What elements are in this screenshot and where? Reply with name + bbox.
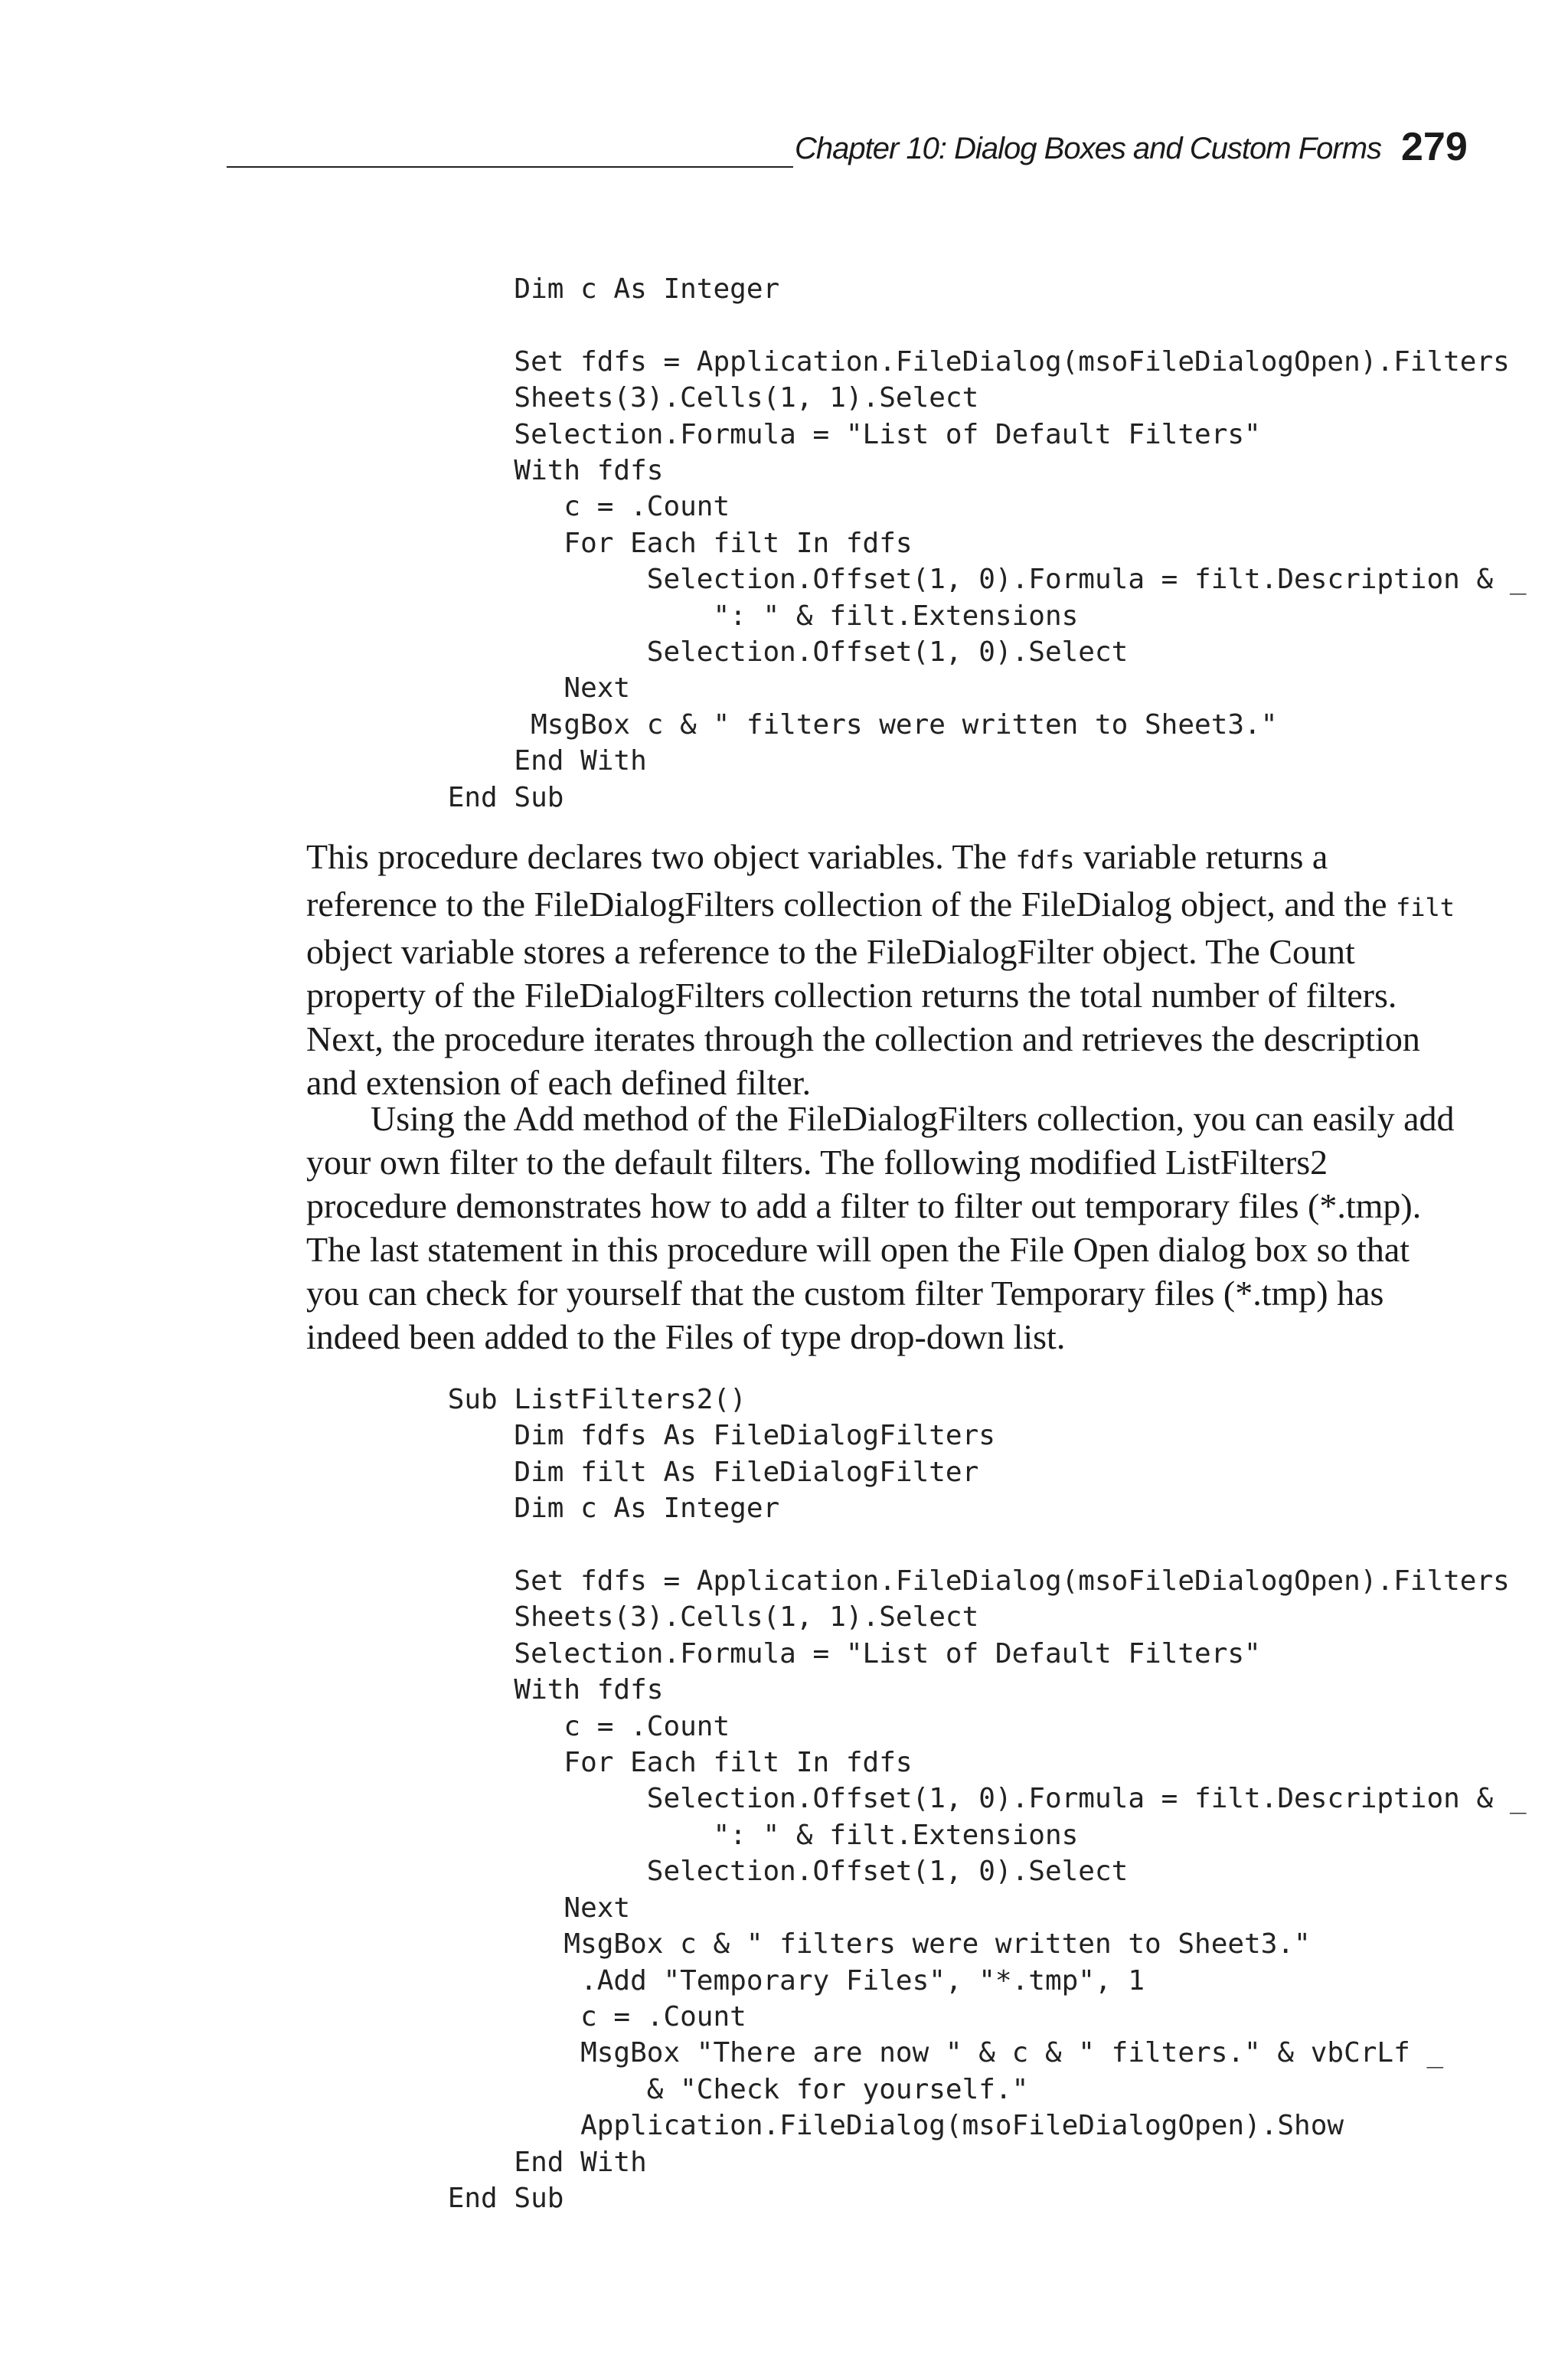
chapter-title: Chapter 10: Dialog Boxes and Custom Forms bbox=[795, 132, 1382, 165]
code-block-2: Sub ListFilters2() Dim fdfs As FileDialogFilters Dim filt As FileDialogFilter Dim c As Integer Set fdfs = Application.FileDialog(msoFileDialogOpen).Filters Sheets(3).Cells(1, 1).Select Selection.Formula = "List of Default Filters" With fdfs c = .Count For Each filt In fdfs Selection.Offset(1, 0).Formula = filt.Description & _ ": " & filt.Extensions Selection.Offset(1, 0).Select Next MsgBox c & " filters were written to Sheet3." .Add "Temporary Files", "*.tmp", 1 c = .Count MsgBox "There are now " & c & " filters." & vbCrLf _ & "Check for yourself." Application.FileDialog(msoFileDialogOpen).Show End With End Sub bbox=[447, 1384, 1527, 2214]
paragraph-1-text-c: object variable stores a reference to the FileDialogFilter object. The Count property of the FileDialogFilters collection returns the total number of filters. Next, the procedure iterates through the collection and retrieves the description and extension of each defined filter. bbox=[306, 932, 1420, 1102]
page-number: 279 bbox=[1401, 125, 1468, 169]
paragraph-2 bbox=[306, 1097, 1461, 1359]
paragraph-1 bbox=[306, 835, 1461, 1104]
paragraph-1-text-b: variable returns a reference to the FileDialogFilters collection of the FileDialog object, and the bbox=[306, 837, 1396, 924]
inline-code-filt: filt bbox=[1396, 893, 1455, 922]
code-block-1: Dim c As Integer Set fdfs = Application.FileDialog(msoFileDialogOpen).Filters Sheets(3).Cells(1, 1).Select Selection.Formula = "List of Default Filters" With fdfs c = .Count For Each filt In fdfs Selection.Offset(1, 0).Formula = filt.Description & _ ": " & filt.Extensions Selection.Offset(1, 0).Select Next MsgBox c & " filters were written to Sheet3." End With End Sub bbox=[447, 273, 1527, 813]
paragraph-2-text: Using the Add method of the FileDialogFilters collection, you can easily add your own filter to the default filters. The following modified ListFilters2 procedure demonstrates how to add a filter to filter out temporary files (*.tmp). The last statement in this procedure will open the File Open dialog box so that you can check for yourself that the custom filter Temporary files (*.tmp) has indeed been added to the Files of type drop-down list. bbox=[306, 1099, 1455, 1356]
paragraph-1-text-a: This procedure declares two object variables. The bbox=[306, 837, 1016, 876]
inline-code-fdfs: fdfs bbox=[1015, 845, 1075, 875]
header-rule bbox=[227, 166, 793, 168]
